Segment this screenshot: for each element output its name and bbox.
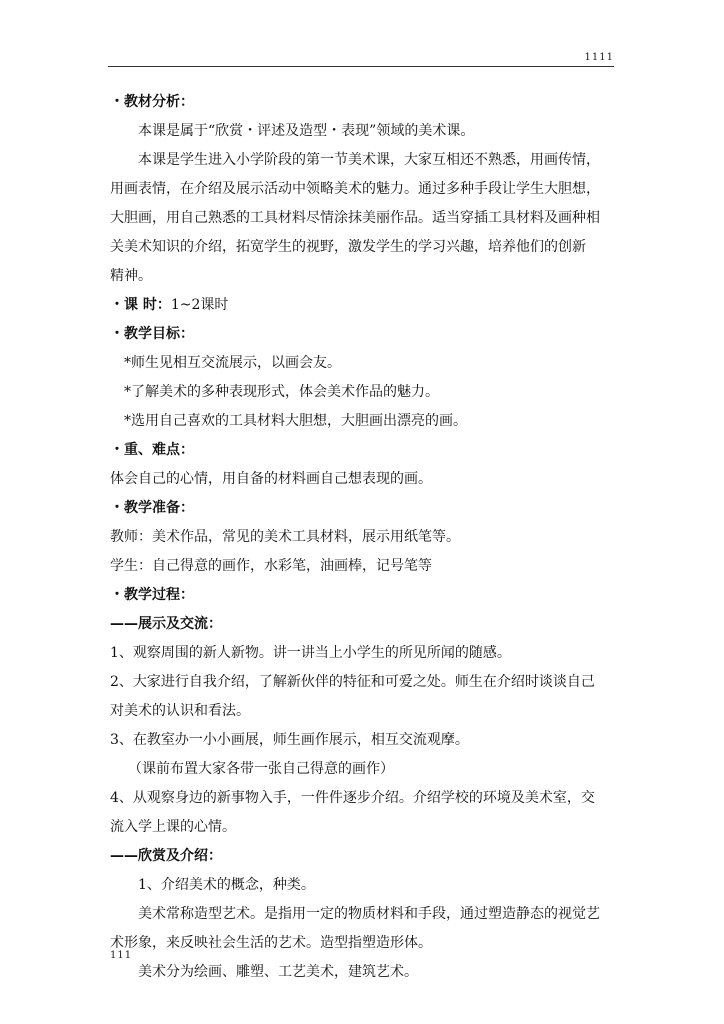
paragraph-line: 流入学上课的心情。 bbox=[110, 819, 236, 835]
section-heading-preparation: ・教学准备： bbox=[110, 500, 194, 516]
list-item: 4、从观察身边的新事物入手，一件件逐步介绍。介绍学校的环境及美术室，交 bbox=[110, 790, 595, 806]
objective-item: *师生见相互交流展示，以画会友。 bbox=[124, 355, 341, 371]
paragraph-line: 对美术的认识和看法。 bbox=[110, 703, 250, 719]
document-body bbox=[110, 88, 620, 987]
list-item: 2、大家进行自我介绍，了解新伙伴的特征和可爱之处。师生在介绍时谈谈自己 bbox=[110, 674, 595, 690]
paragraph-line: 大胆画，用自己熟悉的工具材料尽情涂抹美丽作品。适当穿插工具材料及画种相 bbox=[110, 210, 600, 226]
paragraph-line: 体会自己的心情，用自备的材料画自己想表现的画。 bbox=[110, 471, 432, 487]
section-heading-objectives: ・教学目标： bbox=[110, 326, 194, 342]
paragraph-line: 本课是学生进入小学阶段的第一节美术课，大家互相还不熟悉，用画传情， bbox=[138, 152, 600, 168]
paragraph-line: 用画表情，在介绍及展示活动中领略美术的魅力。通过多种手段让学生大胆想， bbox=[110, 181, 600, 197]
paragraph-line: 美术常称造型艺术。是指用一定的物质材料和手段，通过塑造静态的视觉艺 bbox=[138, 906, 600, 922]
list-item: 1、观察周围的新人新物。讲一讲当上小学生的所见所闻的随感。 bbox=[110, 645, 511, 661]
subheading-display-exchange: ——展示及交流： bbox=[110, 616, 222, 632]
section-heading-analysis: ・教材分析： bbox=[110, 94, 194, 110]
header-page-code: 1111 bbox=[584, 52, 614, 63]
paragraph-line: 关美术知识的介绍，拓宽学生的视野，激发学生的学习兴趣，培养他们的创新 bbox=[110, 239, 586, 255]
section-heading-process: ・教学过程： bbox=[110, 587, 194, 603]
footer-page-code: 111 bbox=[110, 950, 133, 961]
paragraph-line: 本课是属于“欣赏・评述及造型・表现”领域的美术课。 bbox=[138, 123, 475, 139]
paragraph-line: （课前布置大家各带一张自己得意的画作） bbox=[128, 761, 394, 777]
section-heading-key-points: ・重、难点： bbox=[110, 442, 194, 458]
subheading-appreciation-intro: ——欣赏及介绍： bbox=[110, 848, 222, 864]
class-hours-label: ・课 时： bbox=[110, 297, 171, 313]
paragraph-line: 美术分为绘画、雕塑、工艺美术，建筑艺术。 bbox=[138, 964, 418, 980]
header-rule bbox=[108, 66, 614, 67]
objective-item: *选用自己喜欢的工具材料大胆想，大胆画出漂亮的画。 bbox=[124, 413, 467, 429]
objective-item: *了解美术的多种表现形式，体会美术作品的魅力。 bbox=[124, 384, 439, 400]
paragraph-line: 学生：自己得意的画作，水彩笔，油画棒，记号笔等 bbox=[110, 558, 432, 574]
list-item: 3、在教室办一小小画展，师生画作展示，相互交流观摩。 bbox=[110, 732, 469, 748]
paragraph-line: 精神。 bbox=[110, 268, 152, 284]
class-hours-line bbox=[110, 291, 620, 320]
class-hours-value: 1~2课时 bbox=[170, 297, 229, 313]
paragraph-line: 术形象，来反映社会生活的艺术。造型指塑造形体。 bbox=[110, 935, 432, 951]
paragraph-line: 教师：美术作品，常见的美术工具材料，展示用纸笔等。 bbox=[110, 529, 460, 545]
list-item: 1、介绍美术的概念，种类。 bbox=[138, 877, 315, 893]
